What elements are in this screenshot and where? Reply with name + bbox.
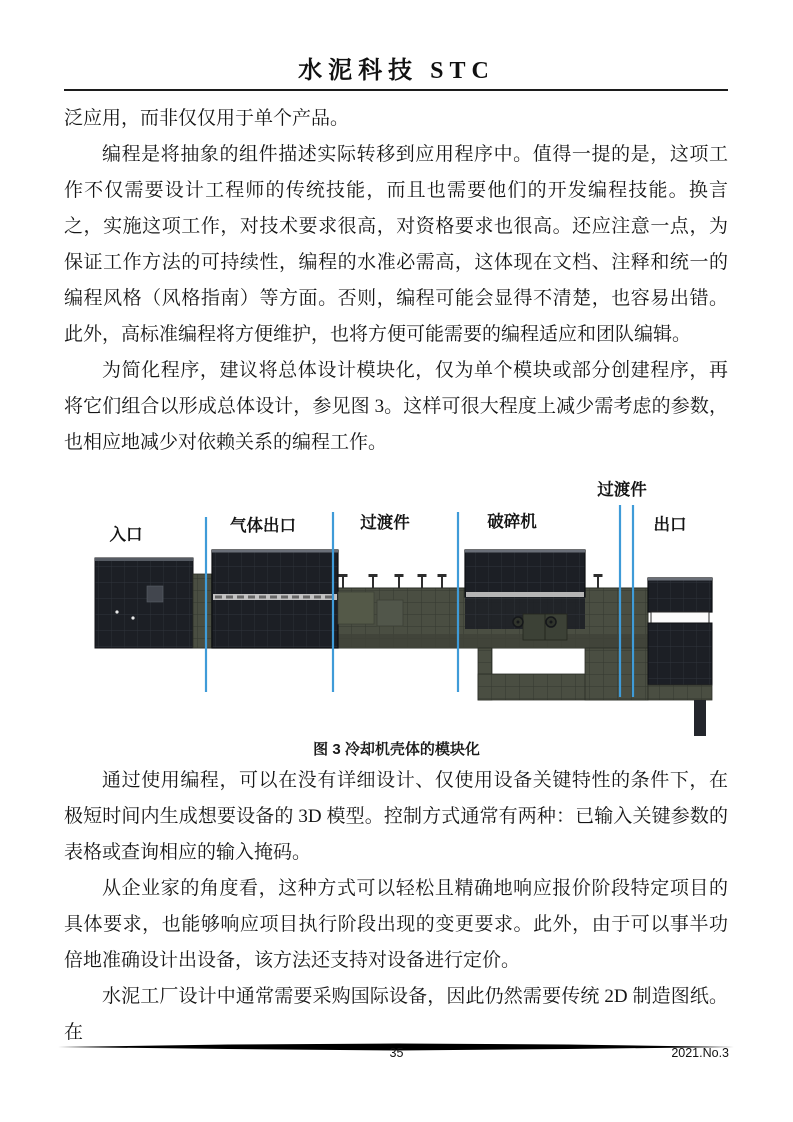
module-crusher: [465, 550, 585, 640]
paragraph-entrepreneur-view: 从企业家的角度看，这种方式可以轻松且精确地响应报价阶段特定项目的具体要求，也能够响应项目执行阶段出现的变更要求。此外，由于可以事半功倍地准确设计出设备，该方法还支持对设备进行定价。: [64, 878, 728, 971]
footer-issue-number: 2021.No.3: [671, 1046, 729, 1060]
label-outlet: 出口: [653, 516, 687, 534]
footer-divider-rule: [58, 1038, 734, 1046]
paragraph-programming: 编程是将抽象的组件描述实际转移到应用程序中。值得一提的是，这项工作不仅需要设计工程师的传统技能，而且也需要他们的开发编程技能。换言之，实施这项工作，对技术要求很高，对资格要求也很高。还应注意一点，为保证工作方法的可持续性，编程的水准必需高，这体现在文档、注释和统一的编程风格（风格指南）等方面。否则，编程可能会显得不清楚，也容易出错。此外，高标准编程将方便维护，也将方便可能需要的编程适应和团队编辑。: [64, 144, 728, 345]
label-gas-outlet: 气体出口: [230, 517, 296, 535]
label-crusher: 破碎机: [487, 513, 537, 531]
paragraph-3d-model: 通过使用编程，可以在没有详细设计、仅使用设备关键特性的条件下，在极短时间内生成想要设备的 3D 模型。控制方式通常有两种：已输入关键参数的表格或查询相应的输入掩码。: [64, 770, 728, 863]
module-gas-outlet: [212, 550, 338, 648]
body-text-after-figure: [64, 763, 728, 1051]
paragraph-modularization: 为简化程序，建议将总体设计模块化，仅为单个模块或部分创建程序，再将它们组合以形成总体设计，参见图 3。这样可很大程度上减少需考虑的参数，也相应地减少对依赖关系的编程工作。: [64, 360, 728, 453]
paragraph-2d-drawings: 水泥工厂设计中通常需要采购国际设备，因此仍然需要传统 2D 制造图纸。在: [64, 986, 728, 1043]
outlet-chute-tail: [694, 700, 706, 736]
label-transition-2: 过渡件: [597, 481, 647, 499]
under-crusher-extension: [478, 648, 648, 700]
label-inlet: 入口: [109, 526, 143, 544]
module-outlet: [648, 578, 712, 736]
cooler-shell-diagram: [85, 470, 715, 740]
footer-page-number: 35: [389, 1046, 404, 1060]
module-inlet: [95, 558, 212, 648]
paragraph-continuation: 泛应用，而非仅仅用于单个产品。: [64, 108, 350, 129]
journal-header-title: 水泥科技 STC: [298, 58, 495, 84]
header-divider-rule: [64, 89, 728, 91]
figure-cooler-shell-modularization: [85, 470, 715, 740]
label-transition-1: 过渡件: [360, 514, 410, 532]
figure-caption: 图 3 冷却机壳体的模块化: [313, 741, 480, 758]
body-text-before-figure: [64, 101, 728, 461]
